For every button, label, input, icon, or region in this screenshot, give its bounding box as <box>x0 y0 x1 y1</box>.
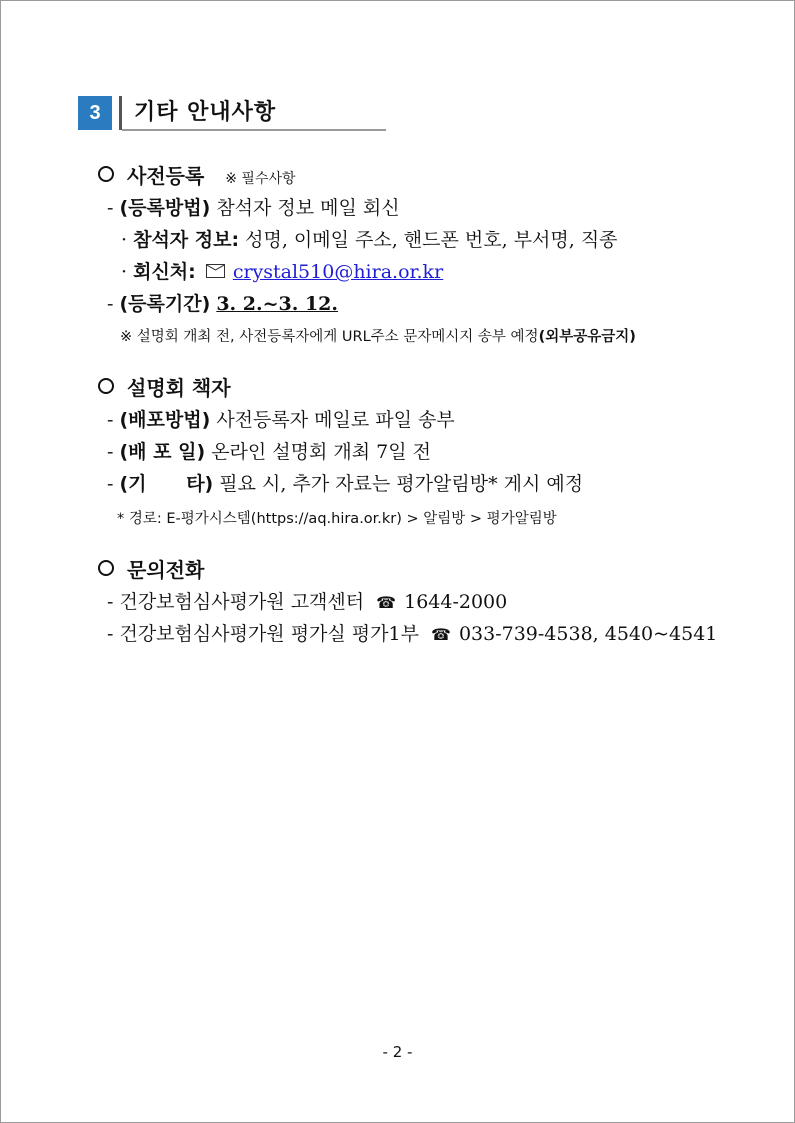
envelope-icon <box>206 264 225 278</box>
required-note: ※ 필수사항 <box>225 171 296 187</box>
url-note-bold: (외부공유금지) <box>538 329 636 345</box>
attendee-info-label: 참석자 정보: <box>133 229 240 251</box>
reply-email-link[interactable]: crystal510@hira.or.kr <box>232 261 444 283</box>
registration-heading: 사전등록 ※ 필수사항 <box>98 163 296 192</box>
phone-icon: ☎ <box>431 625 451 644</box>
contact-org: 건강보험심사평가원 고객센터 <box>119 591 365 613</box>
section-title: 기타 안내사항 <box>134 100 277 125</box>
contact-phone: 1644-2000 <box>404 591 508 613</box>
header-underline <box>122 129 386 131</box>
reply-row: · 회신처: crystal510@hira.or.kr <box>121 261 444 283</box>
phone-icon: ☎ <box>376 593 397 612</box>
page-number: - 2 - <box>382 1043 413 1061</box>
registration-period-row: - (등록기간) 3. 2.~3. 12. <box>107 293 339 315</box>
circle-bullet-icon <box>98 378 114 394</box>
url-note: ※ 설명회 개최 전, 사전등록자에게 URL주소 문자메시지 송부 예정 <box>120 329 539 345</box>
contact-row: - 건강보험심사평가원 평가실 평가1부 ☎ 033-739-4538, 4540~4541 <box>107 623 718 645</box>
contact-heading: 문의전화 <box>98 557 204 583</box>
url-note-row <box>120 324 636 350</box>
booklet-text: 필요 시, 추가 자료는 평가알림방* 게시 예정 <box>219 473 584 495</box>
circle-bullet-icon <box>98 560 114 576</box>
booklet-text: 온라인 설명회 개최 7일 전 <box>211 441 431 463</box>
registration-method-row: - (등록방법) 참석자 정보 메일 회신 <box>107 197 400 219</box>
attendee-info-text: 성명, 이메일 주소, 핸드폰 번호, 부서명, 직종 <box>245 229 618 251</box>
section-header <box>78 96 386 132</box>
contact-row: - 건강보험심사평가원 고객센터 ☎ 1644-2000 <box>107 591 508 613</box>
section-number: 3 <box>78 96 112 130</box>
booklet-heading: 설명회 책자 <box>98 375 231 401</box>
registration-period-label: (등록기간) <box>119 293 211 315</box>
registration-method-text: 참석자 정보 메일 회신 <box>216 197 400 219</box>
circle-bullet-icon <box>98 166 114 182</box>
booklet-row: - (배 포 일) 온라인 설명회 개최 7일 전 <box>107 441 431 463</box>
reply-label: 회신처: <box>133 261 196 283</box>
contact-phone: 033-739-4538, 4540~4541 <box>458 623 718 645</box>
registration-method-label: (등록방법) <box>119 197 211 219</box>
booklet-label: (기 타) <box>119 473 214 495</box>
header-divider <box>119 96 122 130</box>
booklet-label: (배포방법) <box>119 409 211 431</box>
booklet-label: (배 포 일) <box>119 441 206 463</box>
path-note: * 경로: E-평가시스템(https://aq.hira.or.kr) > 알림방 > 평가알림방 <box>117 511 557 527</box>
registration-period-text: 3. 2.~3. 12. <box>216 293 339 315</box>
booklet-row: - (배포방법) 사전등록자 메일로 파일 송부 <box>107 409 455 431</box>
booklet-row: - (기 타) 필요 시, 추가 자료는 평가알림방* 게시 예정 <box>107 473 584 495</box>
contact-org: 건강보험심사평가원 평가실 평가1부 <box>119 623 419 645</box>
booklet-text: 사전등록자 메일로 파일 송부 <box>216 409 455 431</box>
attendee-info-row: · 참석자 정보: 성명, 이메일 주소, 핸드폰 번호, 부서명, 직종 <box>121 229 618 251</box>
